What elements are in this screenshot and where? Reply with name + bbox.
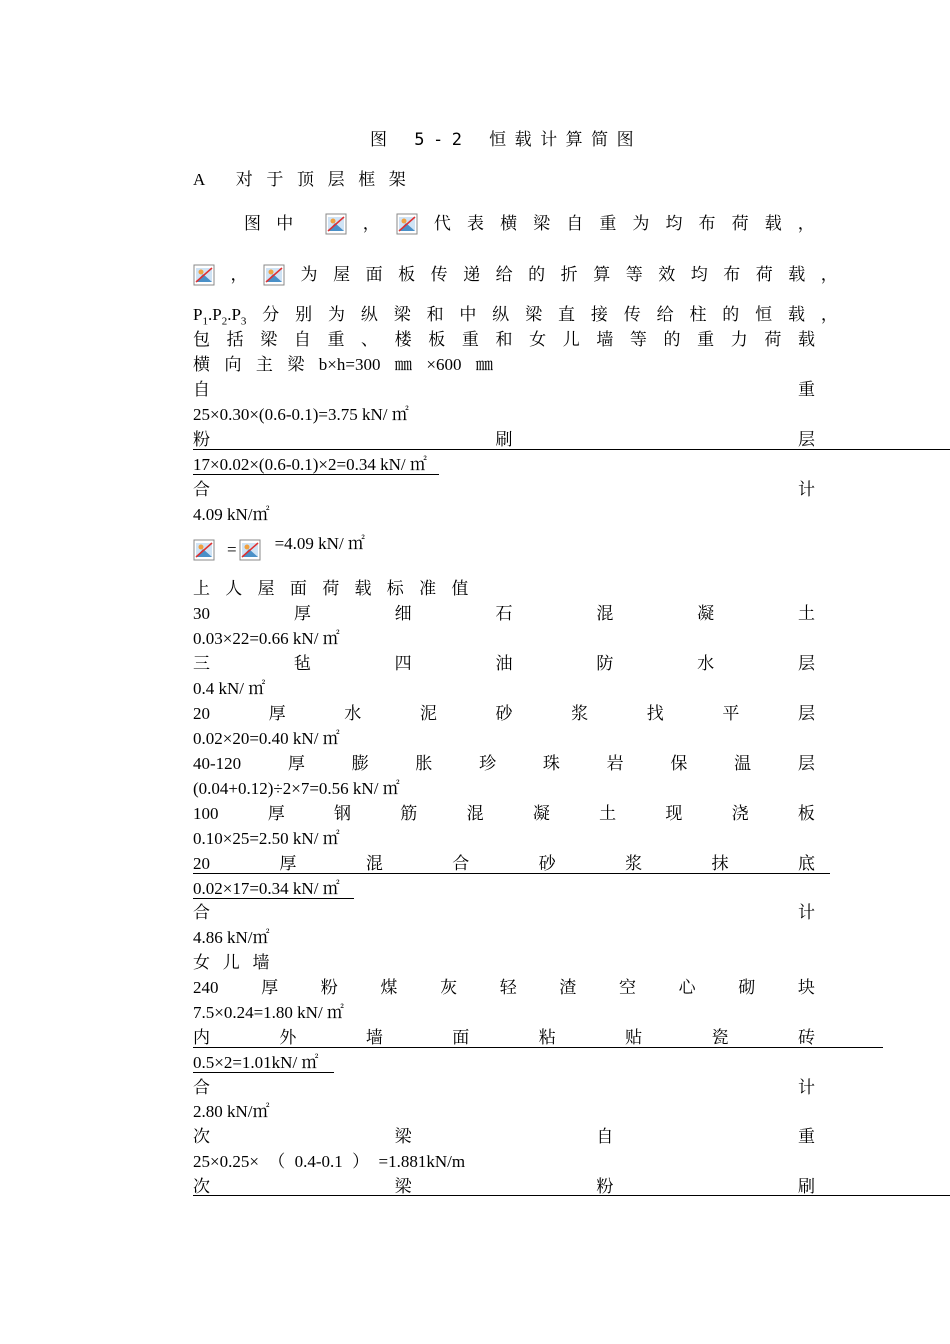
broken-image-icon — [325, 211, 347, 237]
para3-char: 给 — [656, 305, 674, 324]
row-char: 找 — [646, 704, 664, 723]
para4-char: 儿 — [562, 330, 580, 349]
row-char: 砖 — [797, 1028, 815, 1047]
row-value-text: 0.02×17=0.34 kN/ ㎡ — [193, 879, 354, 899]
para1-char: 荷 — [731, 214, 749, 233]
paragraph-3 — [193, 304, 838, 326]
row-char: 次 — [193, 1127, 210, 1146]
row-char: 砌 — [738, 978, 756, 997]
row-value: 25×0.30×(0.6-0.1)=3.75 kN/ ㎡ — [193, 405, 409, 424]
para3-char: 传 — [623, 305, 641, 324]
para3-char: 载 — [788, 305, 806, 324]
row-value: 25×0.25× （ 0.4-0.1 ） =1.881kN/m — [193, 1152, 466, 1171]
para4-char: 楼 — [394, 330, 412, 349]
row-self-weight — [193, 379, 815, 401]
row-char: 合 — [193, 480, 210, 499]
row-char: 20 — [193, 704, 210, 723]
row-char: 细 — [394, 604, 412, 623]
row-char: 板 — [797, 804, 815, 823]
row-char: 渣 — [559, 978, 577, 997]
row-char: 防 — [596, 654, 614, 673]
para1-char: 均 — [665, 214, 683, 233]
para1-char: ， — [797, 214, 815, 233]
row-value: 7.5×0.24=1.80 kN/ ㎡ — [193, 1003, 344, 1022]
row-char: 面 — [452, 1028, 470, 1047]
row-char: 毡 — [293, 654, 311, 673]
row-value: 4.09 kN/㎡ — [193, 505, 270, 524]
row-char: 厚 — [267, 804, 285, 823]
para1-char: 梁 — [533, 214, 551, 233]
para2-char: 屋 — [333, 265, 351, 284]
para1-char: 表 — [467, 214, 484, 233]
row-char: 外 — [279, 1028, 297, 1047]
equation-value: =4.09 kN/ ㎡ — [274, 534, 365, 553]
para3-char: 直 — [558, 305, 575, 324]
row-char: 层 — [797, 754, 815, 773]
row-char: 混 — [365, 854, 383, 873]
para4-char: 重 — [697, 330, 715, 349]
para4-char: 自 — [293, 330, 311, 349]
para4-char: 板 — [428, 330, 446, 349]
row-char: 三 — [193, 654, 210, 673]
row-char: 合 — [452, 854, 470, 873]
para1-char: 自 — [566, 214, 584, 233]
para2-char: 布 — [723, 265, 741, 284]
row-char: 浆 — [571, 704, 589, 723]
row-char: 膨 — [351, 754, 369, 773]
para3-char: 梁 — [525, 305, 543, 324]
para4-char: 的 — [663, 330, 681, 349]
row-char: 水 — [344, 704, 362, 723]
secondary-row — [193, 1126, 815, 1148]
para3-char: 为 — [327, 305, 345, 324]
para4-char: 力 — [730, 330, 748, 349]
para1-char: 重 — [599, 214, 617, 233]
para3-char: 纵 — [360, 305, 378, 324]
row-char: 30 — [193, 604, 210, 623]
row-char: 泥 — [419, 704, 437, 723]
para2-comma: ， — [230, 265, 248, 284]
para3-char: ， — [820, 305, 838, 324]
equals-sign: = — [227, 540, 237, 559]
row-char: 砂 — [495, 704, 513, 723]
row-value: 0.4 kN/ ㎡ — [193, 679, 266, 698]
row-char: 梁 — [394, 1127, 412, 1146]
para4-char: 梁 — [260, 330, 278, 349]
para3-char: 别 — [295, 305, 313, 324]
row-char: 计 — [798, 903, 815, 922]
row-char: 温 — [734, 754, 752, 773]
para2-char: 面 — [365, 265, 383, 284]
row-char: 厚 — [279, 854, 297, 873]
row-char: 100 — [193, 804, 219, 823]
row-value: 0.10×25=2.50 kN/ ㎡ — [193, 829, 340, 848]
para3-char: 恒 — [755, 305, 773, 324]
row-char: 混 — [596, 604, 614, 623]
row-char: 合 — [193, 903, 210, 922]
parapet-row — [193, 977, 815, 999]
para4-char: 括 — [226, 330, 244, 349]
broken-image-icon — [263, 262, 285, 288]
row-value-text: 0.5×2=1.01kN/ ㎡ — [193, 1053, 334, 1073]
row-char: 水 — [697, 654, 715, 673]
row-value — [193, 1052, 334, 1074]
row-char: 混 — [466, 804, 484, 823]
row-char: 自 — [596, 1127, 614, 1146]
para3-char: 纵 — [492, 305, 510, 324]
row-char: 刷 — [797, 1177, 815, 1196]
row-char: 平 — [722, 704, 740, 723]
para3-char: 和 — [426, 305, 444, 324]
row-char: 粉 — [596, 1177, 614, 1196]
row-char: 次 — [193, 1177, 210, 1196]
row-value: 0.02×20=0.40 kN/ ㎡ — [193, 729, 340, 748]
row-char: 筋 — [400, 804, 418, 823]
row-char: 梁 — [394, 1177, 412, 1196]
row-char: 轻 — [499, 978, 517, 997]
para4-char: 和 — [495, 330, 513, 349]
row-char: 油 — [495, 654, 513, 673]
roof-title: 上人屋面荷载标准值 — [193, 579, 484, 598]
para2-char: 传 — [430, 265, 448, 284]
para3-char: 梁 — [393, 305, 411, 324]
para2-char: 板 — [398, 265, 416, 284]
para2-char: 效 — [658, 265, 676, 284]
broken-image-icon — [396, 211, 418, 237]
row-char: 心 — [678, 978, 696, 997]
paragraph-1 — [244, 207, 815, 241]
row-char: 胀 — [415, 754, 433, 773]
roof-row — [193, 902, 815, 924]
para2-char: 荷 — [755, 265, 773, 284]
para3-char: 中 — [459, 305, 477, 324]
underline — [193, 873, 830, 874]
paragraph-2 — [193, 258, 838, 292]
roof-row — [193, 753, 815, 775]
row-char: 珍 — [479, 754, 497, 773]
row-value-text: 17×0.02×(0.6-0.1)×2=0.34 kN/ ㎡ — [193, 455, 439, 475]
row-char: 240 — [193, 978, 219, 997]
equation-line — [193, 535, 365, 565]
para2-char: 的 — [528, 265, 546, 284]
row-value: 0.03×22=0.66 kN/ ㎡ — [193, 629, 340, 648]
roof-row — [193, 703, 815, 725]
roof-row — [193, 603, 815, 625]
para3-char: 接 — [590, 305, 608, 324]
row-char: 重 — [797, 1127, 815, 1146]
para2-char: 递 — [463, 265, 481, 284]
row-char: 凝 — [697, 604, 715, 623]
row-char: 合 — [193, 1078, 210, 1097]
row-char: 粉 — [193, 430, 210, 449]
row-char: 墙 — [365, 1028, 383, 1047]
row-char: 贴 — [625, 1028, 643, 1047]
para2-char: 折 — [560, 265, 578, 284]
row-char: 厚 — [287, 754, 305, 773]
row-char: 浆 — [625, 854, 643, 873]
row-char: 粉 — [320, 978, 338, 997]
para2-char: 给 — [495, 265, 513, 284]
row-char: 凝 — [532, 804, 550, 823]
row-char: 重 — [798, 380, 815, 399]
row-char: 层 — [798, 704, 815, 723]
row-char: 厚 — [268, 704, 286, 723]
para4-char: 等 — [629, 330, 647, 349]
row-char: 空 — [618, 978, 636, 997]
para1-char: 布 — [698, 214, 716, 233]
para4-char: 重 — [327, 330, 345, 349]
row-char: 20 — [193, 854, 210, 873]
para4-char: 重 — [461, 330, 479, 349]
para2-char: 为 — [300, 265, 318, 284]
row-char: 珠 — [542, 754, 560, 773]
row-char: 刷 — [495, 430, 513, 449]
para1-char: 为 — [632, 214, 650, 233]
p-label: $P_1.P_2.P_3$ — [193, 305, 247, 328]
row-char: 计 — [798, 1078, 815, 1097]
roof-row — [193, 803, 815, 825]
row-char: 保 — [670, 754, 688, 773]
para2-char: 算 — [593, 265, 611, 284]
underline — [193, 1195, 950, 1196]
broken-image-icon — [239, 537, 261, 563]
beam-title: 横 向 主 梁 b×h=300 ㎜ ×600 ㎜ — [193, 355, 493, 374]
paragraph-4 — [193, 329, 815, 351]
row-char: 厚 — [293, 604, 311, 623]
roof-row — [193, 853, 815, 875]
row-char: 层 — [797, 654, 815, 673]
row-value: 2.80 kN/㎡ — [193, 1102, 270, 1121]
underline — [193, 1047, 883, 1048]
row-value: (0.04+0.12)÷2×7=0.56 kN/ ㎡ — [193, 779, 400, 798]
row-value — [193, 454, 439, 476]
para4-char: 女 — [529, 330, 547, 349]
row-char: 石 — [495, 604, 513, 623]
row-char: 厚 — [261, 978, 279, 997]
row-char: 瓷 — [711, 1028, 729, 1047]
row-char: 四 — [394, 654, 412, 673]
para1-lead: 图中 — [244, 214, 309, 233]
broken-image-icon — [193, 537, 215, 563]
row-char: 砂 — [538, 854, 556, 873]
row-char: 灰 — [440, 978, 458, 997]
parapet-row — [193, 1027, 815, 1049]
row-char: 粘 — [538, 1028, 556, 1047]
para3-char: 柱 — [689, 305, 707, 324]
para4-char: 载 — [797, 330, 815, 349]
para4-char: 、 — [361, 330, 379, 349]
row-char: 内 — [193, 1028, 210, 1047]
row-char: 现 — [665, 804, 683, 823]
para1-char: 横 — [500, 214, 518, 233]
row-value: 4.86 kN/㎡ — [193, 928, 270, 947]
row-char: 煤 — [380, 978, 398, 997]
row-char: 岩 — [606, 754, 624, 773]
row-char: 底 — [797, 854, 815, 873]
row-char: 块 — [797, 978, 815, 997]
para1-char: 载 — [764, 214, 782, 233]
row-char: 计 — [798, 480, 815, 499]
row-char: 自 — [193, 380, 210, 399]
row-char: 土 — [797, 604, 815, 623]
para2-char: 等 — [625, 265, 643, 284]
figure-caption: 图 5-2 恒载计算简图 — [370, 130, 643, 150]
para2-char: ， — [820, 265, 838, 284]
row-char: 土 — [599, 804, 617, 823]
para1-char: 代 — [433, 214, 451, 233]
para2-char: 载 — [788, 265, 806, 284]
row-total — [193, 479, 815, 501]
parapet-title: 女 儿 墙 — [193, 953, 270, 972]
row-char: 浇 — [731, 804, 749, 823]
underline — [193, 449, 950, 450]
para4-char: 荷 — [764, 330, 782, 349]
roof-row — [193, 653, 815, 675]
row-char: 层 — [798, 430, 815, 449]
para3-char: 的 — [722, 305, 740, 324]
row-char: 40-120 — [193, 754, 242, 773]
para1-comma: ， — [362, 214, 380, 233]
row-plaster — [193, 429, 815, 451]
section-heading: A 对于顶层框架 — [193, 170, 420, 189]
para2-char: 均 — [690, 265, 708, 284]
row-char: 钢 — [334, 804, 352, 823]
row-value — [193, 878, 354, 900]
row-char: 抹 — [711, 854, 729, 873]
para4-char: 墙 — [596, 330, 614, 349]
para3-char: 分 — [262, 305, 280, 324]
broken-image-icon — [193, 262, 215, 288]
parapet-row — [193, 1077, 815, 1099]
para4-char: 包 — [193, 330, 210, 349]
